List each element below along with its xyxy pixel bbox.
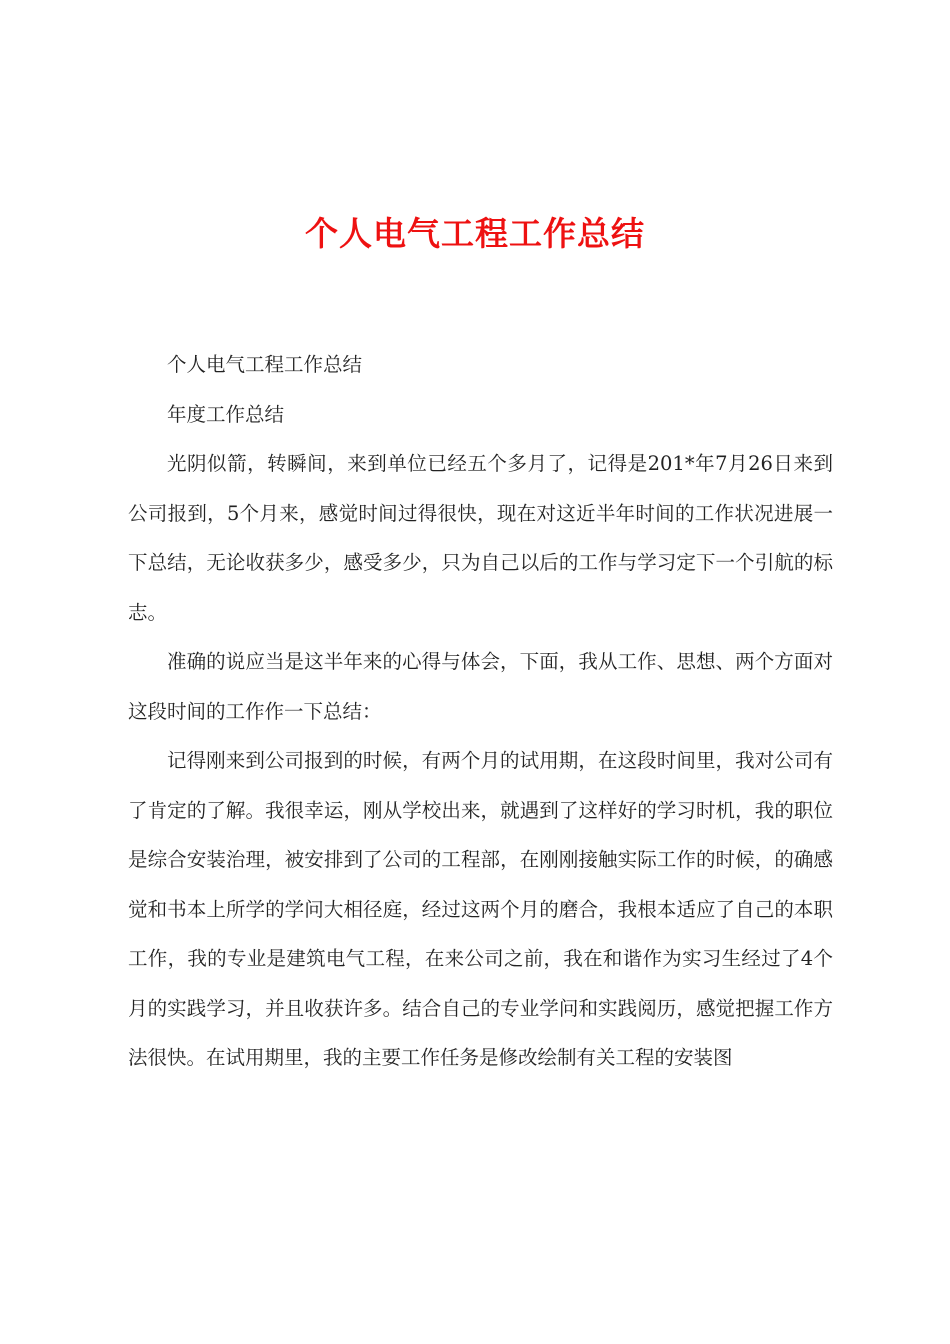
paragraph: 记得刚来到公司报到的时候，有两个月的试用期，在这段时间里，我对公司有了肯定的了解。我很幸运，刚从学校出来，就遇到了这样好的学习时机，我的职位是综合安装治理，被安排到了公司的工程部，在刚刚接触实际工作的时候，的确感觉和书本上所学的学问大相径庭，经过这两个月的磨合，我根本适应了自己的本职工作，我的专业是建筑电气工程，在来公司之前，我在和谐作为实习生经过了4个月的实践学习，并且收获许多。结合自己的专业学问和实践阅历，感觉把握工作方法很快。在试用期里，我的主要工作任务是修改绘制有关工程的安装图: [128, 749, 833, 1069]
document-title: 个人电气工程工作总结: [305, 214, 645, 253]
paragraph-subheading: 年度工作总结: [167, 402, 285, 426]
document-body: [128, 340, 833, 1083]
paragraph-heading: 个人电气工程工作总结: [167, 353, 363, 376]
paragraph: 光阴似箭，转瞬间，来到单位已经五个多月了，记得是201*年7月26日来到公司报到，5个月来，感觉时间过得很快，现在对这近半年时间的工作状况进展一下总结，无论收获多少，感受多少，只为自己以后的工作与学习定下一个引航的标志。: [128, 452, 833, 624]
paragraph: 准确的说应当是这半年来的心得与体会，下面，我从工作、思想、两个方面对这段时间的工作作一下总结：: [128, 650, 833, 723]
